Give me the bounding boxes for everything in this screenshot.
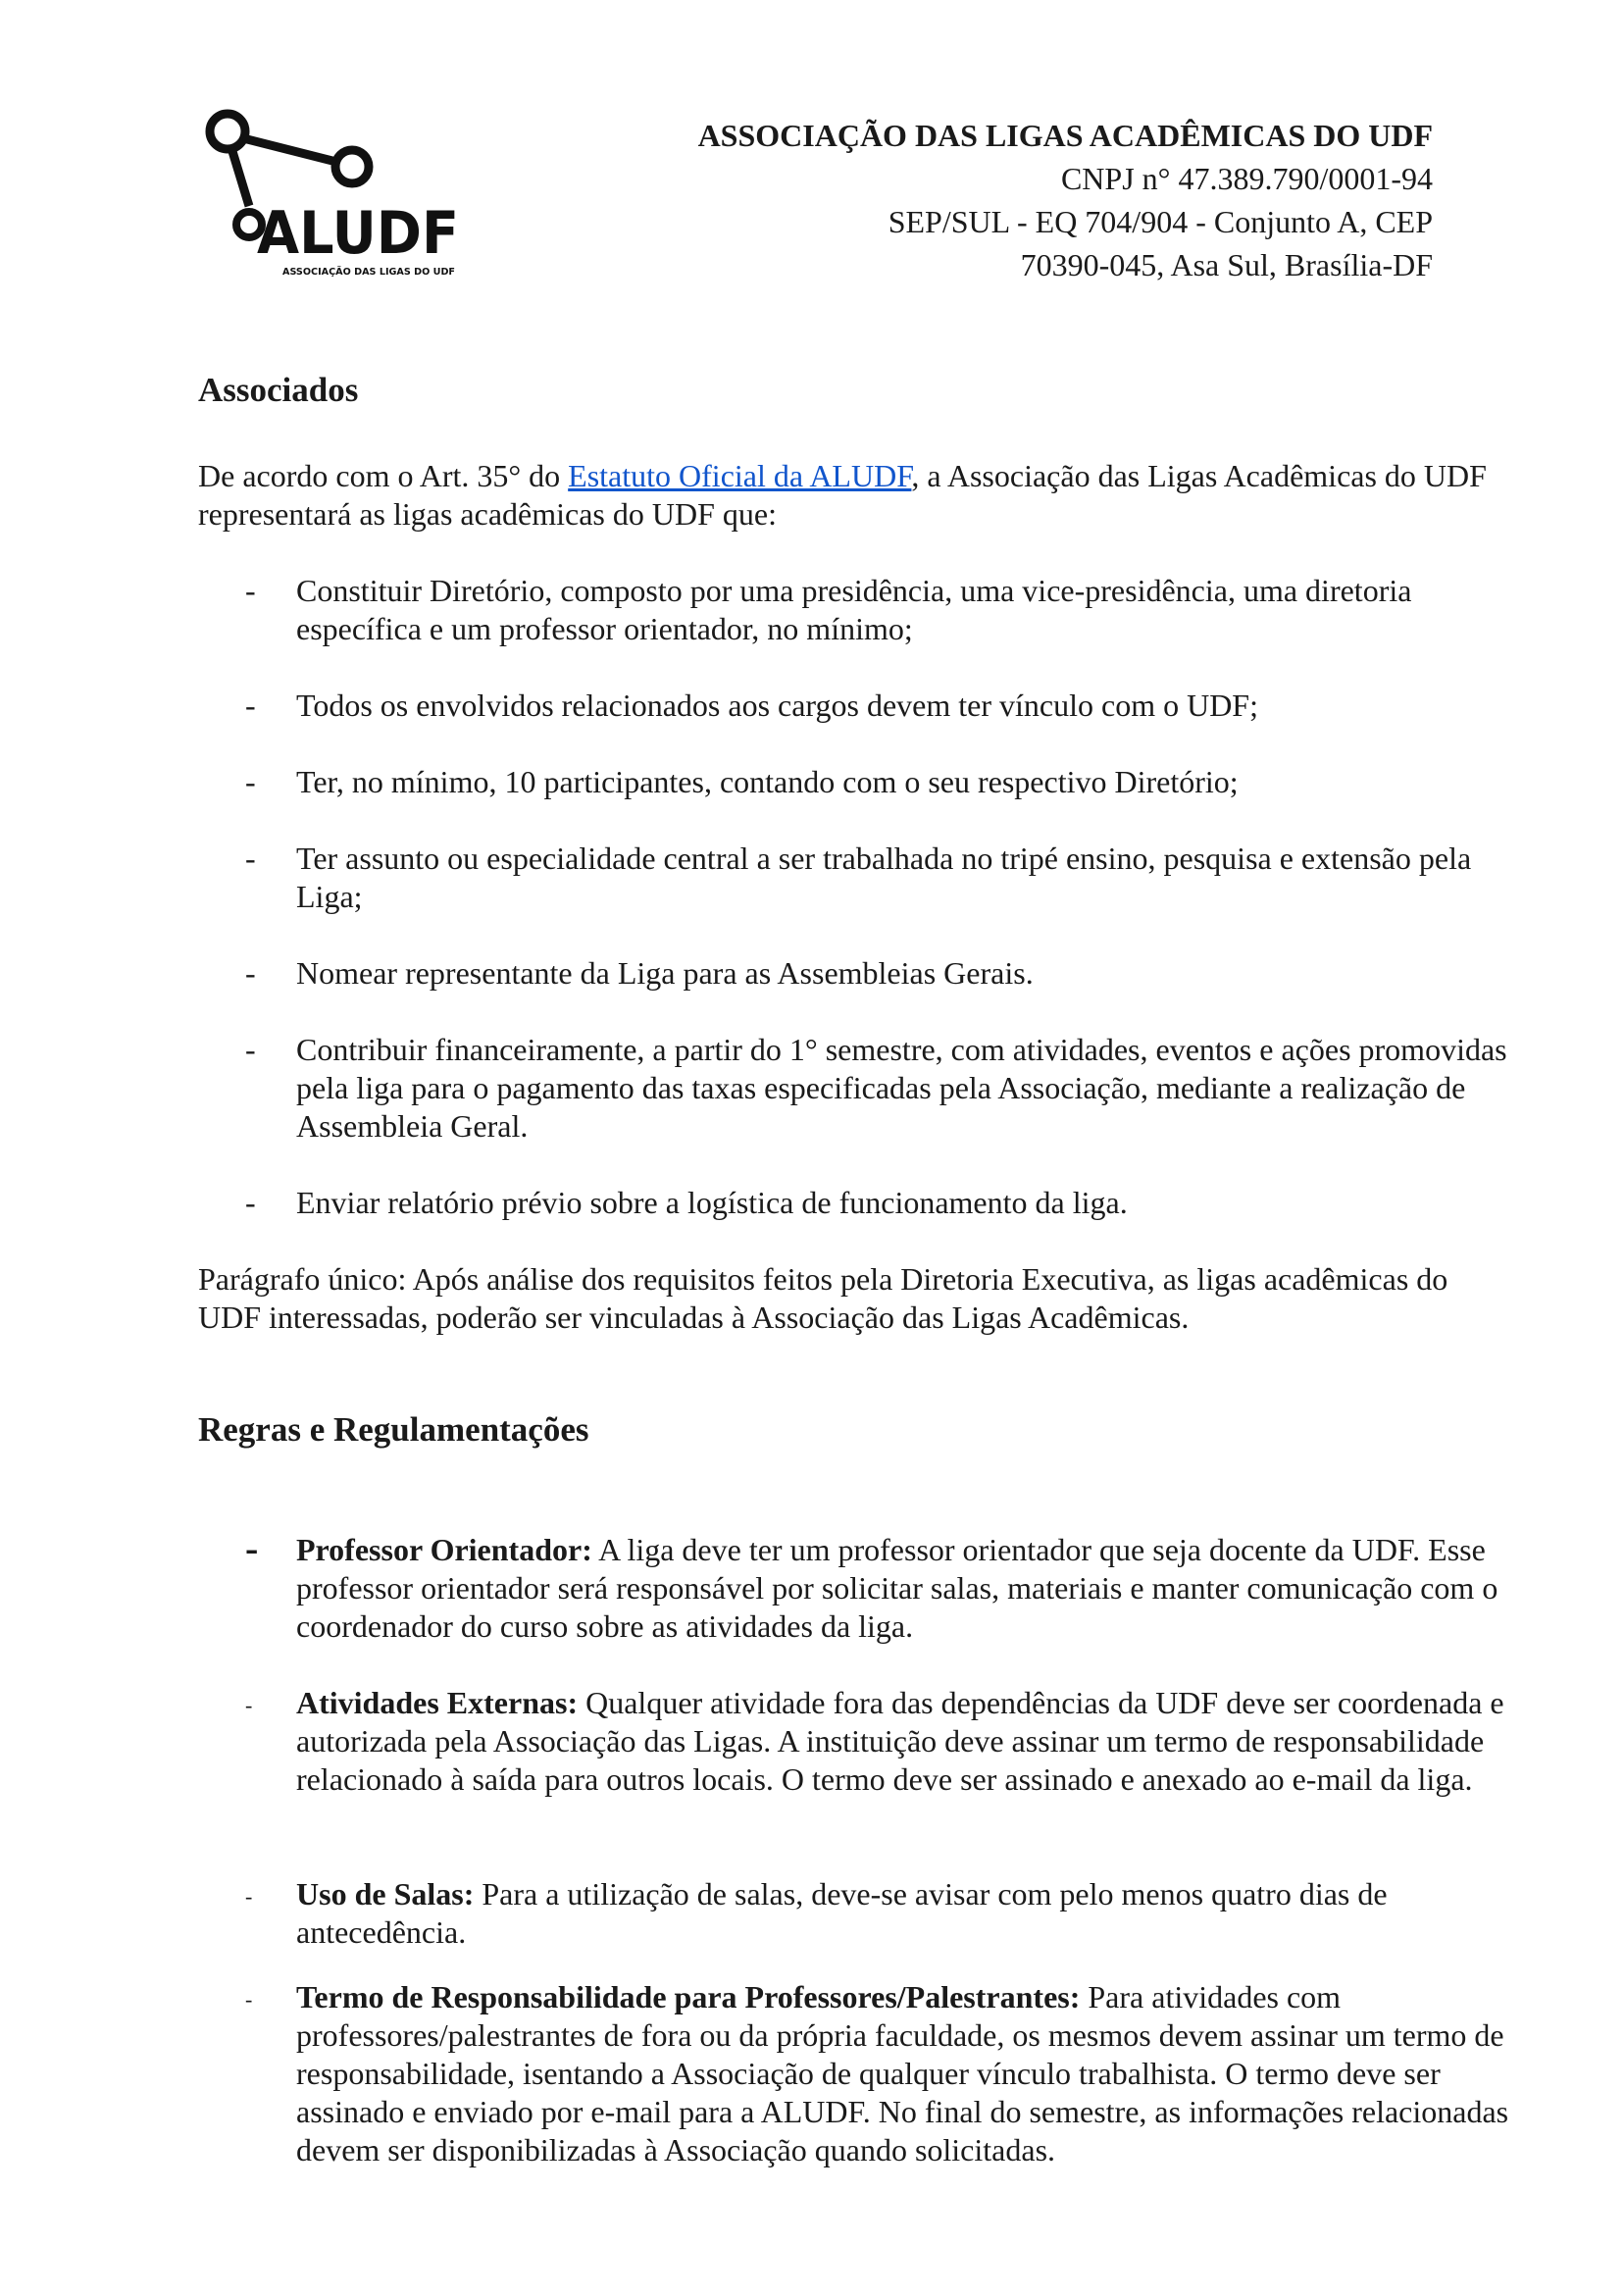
list-item-text: Ter, no mínimo, 10 participantes, contando com o seu respectivo Diretório; (296, 764, 1239, 799)
list-item (198, 687, 1518, 725)
rule-item (198, 1526, 1518, 1646)
section-title-regras: Regras e Regulamentações (198, 1410, 589, 1449)
aludf-logo (202, 106, 465, 282)
bullet-dash: - (245, 1693, 253, 1717)
aludf-logo-icon (202, 106, 465, 282)
address-line-2: 70390-045, Asa Sul, Brasília-DF (1020, 247, 1433, 282)
bullet-dash: - (245, 573, 256, 608)
bullet-dash: - (245, 688, 256, 723)
intro-text-after: , a Associação das Ligas Acadêmicas do UDF representará as ligas acadêmicas do UDF que: (198, 458, 1487, 532)
rule-item (198, 1875, 1518, 1952)
header-info (698, 114, 1433, 286)
list-item-text: Enviar relatório prévio sobre a logística de funcionamento da liga. (296, 1185, 1128, 1220)
rule-text: Para a utilização de salas, deve-se avisar com pelo menos quatro dias de antecedência. (296, 1876, 1388, 1950)
bullet-dash: - (245, 1526, 259, 1570)
list-item (198, 1031, 1518, 1146)
bullet-dash: - (245, 1032, 256, 1067)
list-item (198, 572, 1518, 648)
cnpj: CNPJ n° 47.389.790/0001-94 (1060, 161, 1433, 196)
rule-item (198, 1684, 1518, 1799)
list-item-text: Nomear representante da Liga para as Assembleias Gerais. (296, 955, 1034, 991)
list-item (198, 954, 1518, 993)
org-name: ASSOCIAÇÃO DAS LIGAS ACADÊMICAS DO UDF (697, 118, 1433, 153)
rule-title: Professor Orientador: (296, 1532, 592, 1567)
bullet-dash: - (245, 764, 256, 799)
list-item (198, 1184, 1518, 1222)
section-title-associados: Associados (198, 371, 359, 409)
rule-title: Termo de Responsabilidade para Professores/Palestrantes: (296, 1979, 1081, 2014)
address-line-1: SEP/SUL - EQ 704/904 - Conjunto A, CEP (888, 204, 1433, 239)
rule-text: Para atividades com professores/palestrantes de fora ou da própria faculdade, os mesmos devem assinar um termo de responsabilidade, isentando a Associação de qualquer vínculo trabalhista. O termo deve ser assinado e enviado por e-mail para a ALUDF. No final do semestre, as informações relacionadas devem ser disponibilizadas à Associação quando solicitadas. (296, 1979, 1509, 2167)
intro-text-before: De acordo com o Art. 35° do (198, 458, 569, 493)
rule-title: Uso de Salas: (296, 1876, 475, 1912)
rule-text: Qualquer atividade fora das dependências da UDF deve ser coordenada e autorizada pela Associação das Ligas. A instituição deve assinar um termo de responsabilidade relacionado à saída para outros locais. O termo deve ser assinado e anexado ao e-mail da liga. (296, 1685, 1504, 1797)
bullet-dash: - (245, 841, 256, 876)
rule-title: Atividades Externas: (296, 1685, 579, 1720)
rule-item (198, 1978, 1518, 2169)
bullet-dash: - (245, 955, 256, 991)
bullet-dash: - (245, 1884, 253, 1909)
logo-text: ALUDF (257, 199, 459, 268)
list-item-text: Ter assunto ou especialidade central a ser trabalhada no tripé ensino, pesquisa e extensão pela Liga; (296, 841, 1472, 914)
bullet-dash: - (245, 1987, 253, 2012)
intro-paragraph (198, 457, 1518, 534)
list-item-text: Contribuir financeiramente, a partir do 1° semestre, com atividades, eventos e ações promovidas pela liga para o pagamento das taxas especificadas pela Associação, mediante a realização de Assembleia Geral. (296, 1032, 1507, 1144)
rule-text: A liga deve ter um professor orientador que seja docente da UDF. Esse professor orientador será responsável por solicitar salas, materiais e manter comunicação com o coordenador do curso sobre as atividades da liga. (296, 1532, 1498, 1644)
estatuto-link[interactable]: Estatuto Oficial da ALUDF (568, 458, 912, 493)
bullet-dash: - (245, 1185, 256, 1220)
list-item (198, 840, 1518, 916)
paragrafo-unico: Parágrafo único: Após análise dos requisitos feitos pela Diretoria Executiva, as ligas acadêmicas do UDF interessadas, poderão ser vinculadas à Associação das Ligas Acadêmicas. (198, 1261, 1448, 1335)
list-item-text: Constituir Diretório, composto por uma presidência, uma vice-presidência, uma diretoria específica e um professor orientador, no mínimo; (296, 573, 1412, 646)
list-item-text: Todos os envolvidos relacionados aos cargos devem ter vínculo com o UDF; (296, 688, 1258, 723)
list-item (198, 763, 1518, 801)
logo-subtext: ASSOCIAÇÃO DAS LIGAS DO UDF (282, 267, 463, 278)
